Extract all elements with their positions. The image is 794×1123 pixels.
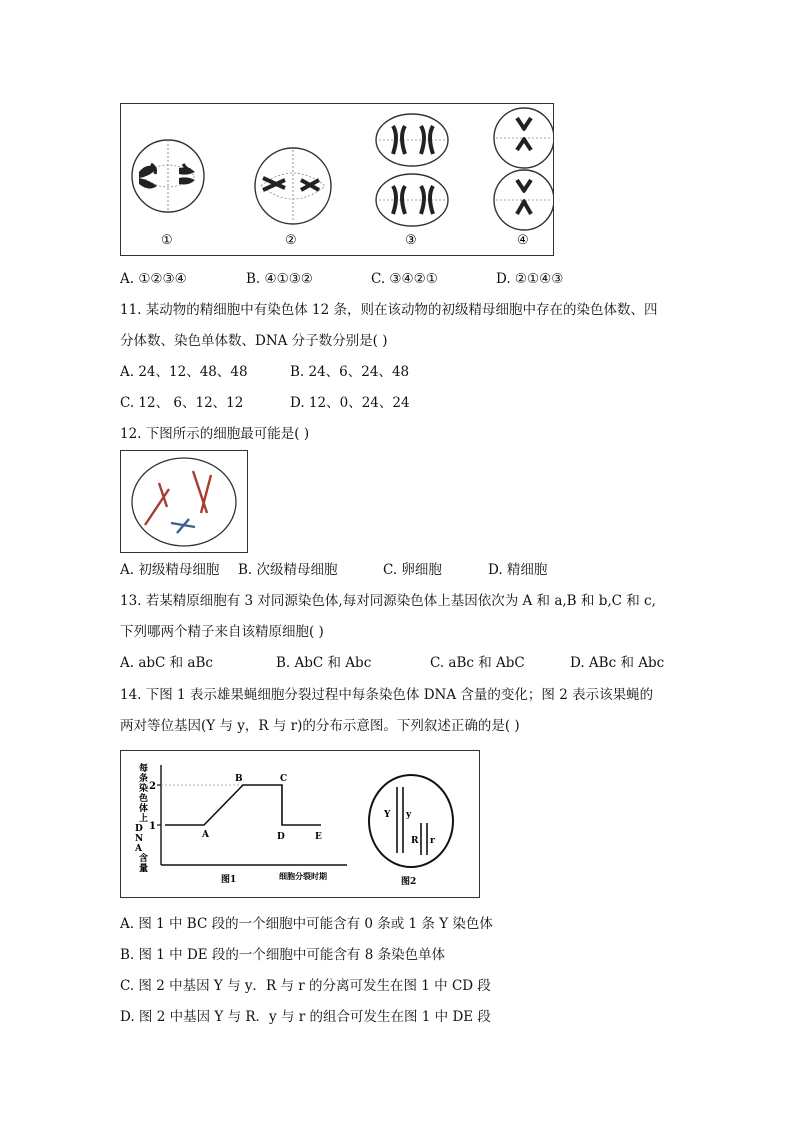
q11-option-a: A. 24、12、48、48 — [120, 364, 248, 380]
y-axis-label: 每条染色体上 D N A 含量 — [135, 764, 149, 874]
q10-option-c: C. ③④②① — [371, 271, 438, 287]
q12-figure — [120, 450, 248, 553]
point-label-E: E — [315, 832, 322, 842]
point-label-D: D — [277, 832, 285, 842]
y-tick-label: 1 — [149, 821, 156, 832]
q11-stem-line2: 分体数、染色单体数、DNA 分子数分别是( ) — [120, 333, 388, 349]
figure-2-cell — [369, 775, 453, 887]
y-tick-label: 2 — [149, 781, 156, 792]
q10-option-d: D. ②①④③ — [496, 271, 564, 287]
red-chromosome — [193, 471, 207, 513]
gene-r: r — [430, 836, 435, 846]
q11-option-c: C. 12、 6、12、12 — [120, 395, 244, 411]
figure-2-title: 图2 — [401, 877, 417, 887]
q13-option-b: B. AbC 和 Abc — [276, 655, 372, 671]
q10-figure — [120, 103, 554, 256]
cell-3 — [376, 114, 448, 226]
fig-label-4: ④ — [517, 233, 529, 248]
fig-label-3: ③ — [405, 233, 417, 248]
fig-label-1: ① — [161, 233, 173, 248]
point-label-C: C — [280, 774, 288, 784]
q11-option-d: D. 12、0、24、24 — [290, 395, 410, 411]
point-label-A: A — [202, 830, 209, 840]
cell-outline — [369, 775, 453, 867]
fig-label-2: ② — [285, 233, 297, 248]
figure-1-title: 图1 — [221, 875, 237, 885]
q12-option-b: B. 次级精母细胞 — [238, 562, 338, 578]
cell-4 — [494, 108, 553, 230]
q12-option-d: D. 精细胞 — [488, 562, 548, 578]
q13-option-c: C. aBc 和 AbC — [430, 655, 525, 671]
figure-1-chart — [134, 762, 347, 885]
point-label-B: B — [235, 774, 243, 784]
red-chromosome — [145, 489, 169, 525]
q13-option-a: A. abC 和 aBc — [120, 655, 213, 671]
cell-1 — [132, 140, 204, 212]
q14-figures-svg — [121, 751, 479, 897]
q13-stem-line2: 下列哪两个精子来自该精原细胞( ) — [120, 624, 324, 640]
gene-y: y — [406, 810, 412, 820]
q12-option-a: A. 初级精母细胞 — [120, 562, 220, 578]
q14-option-d: D. 图 2 中基因 Y 与 R．y 与 r 的组合可发生在图 1 中 DE 段 — [120, 1009, 491, 1025]
q14-stem-line2: 两对等位基因(Y 与 y，R 与 r)的分布示意图。下列叙述正确的是( ) — [120, 718, 520, 734]
q12-cell-diagram — [121, 451, 247, 552]
q11-stem-line1: 11. 某动物的精细胞中有染色体 12 条，则在该动物的初级精母细胞中存在的染色体数、四 — [120, 302, 658, 318]
q13-stem-line1: 13. 若某精原细胞有 3 对同源染色体,每对同源染色体上基因依次为 A 和 a,B 和 b,C 和 c, — [120, 593, 656, 609]
cell-2 — [255, 148, 331, 224]
q10-option-b: B. ④①③② — [246, 271, 313, 287]
gene-R: R — [411, 836, 419, 846]
q14-figure — [120, 750, 480, 898]
gene-Y: Y — [384, 810, 391, 820]
q14-option-b: B. 图 1 中 DE 段的一个细胞中可能含有 8 条染色单体 — [120, 947, 446, 963]
q12-option-c: C. 卵细胞 — [383, 562, 442, 578]
q10-option-a: A. ①②③④ — [120, 271, 187, 287]
x-axis-label: 细胞分裂时期 — [279, 871, 327, 881]
q14-option-a: A. 图 1 中 BC 段的一个细胞中可能含有 0 条或 1 条 Y 染色体 — [120, 916, 493, 932]
q11-option-b: B. 24、6、24、48 — [290, 364, 410, 380]
data-line — [165, 785, 321, 825]
q10-cell-diagrams — [121, 104, 553, 255]
q14-option-c: C. 图 2 中基因 Y 与 y．R 与 r 的分离可发生在图 1 中 CD 段 — [120, 978, 491, 994]
q14-stem-line1: 14. 下图 1 表示雄果蝇细胞分裂过程中每条染色体 DNA 含量的变化；图 2 表示该果蝇的 — [120, 687, 654, 703]
q13-option-d: D. ABc 和 Abc — [570, 655, 665, 671]
q12-stem: 12. 下图所示的细胞最可能是( ) — [120, 426, 310, 442]
